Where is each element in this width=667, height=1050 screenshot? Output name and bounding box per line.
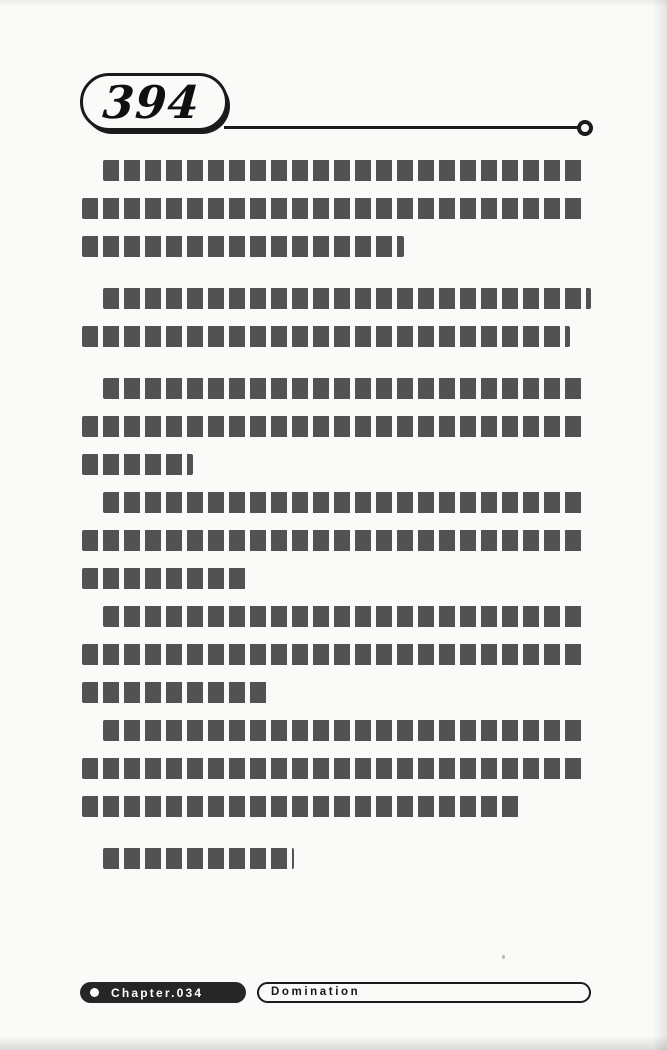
redacted-narration-paragraph: [82, 492, 585, 589]
redacted-text-line: [82, 568, 248, 589]
page-number-badge: [80, 73, 228, 131]
page-footer: [80, 982, 591, 1003]
redacted-text-line: [103, 720, 586, 741]
scan-edge-shadow-top: [0, 0, 667, 6]
redacted-text-line: [82, 796, 520, 817]
book-title-badge: [257, 982, 591, 1003]
page-number: 394: [101, 75, 202, 129]
redacted-text-line: [103, 848, 294, 869]
redacted-text-line: [82, 198, 585, 219]
redacted-narration-paragraph: [82, 378, 585, 475]
redacted-text-line: [82, 416, 585, 437]
ring-icon: [577, 120, 593, 136]
redacted-text-line: [103, 378, 586, 399]
redacted-text-line: [82, 758, 585, 779]
chapter-label: Chapter.034: [111, 985, 204, 1000]
bullet-dot-icon: [90, 988, 99, 997]
redacted-text-line: [82, 236, 404, 257]
redacted-sound-effects-paragraph: [82, 848, 585, 869]
scan-edge-shadow-right: [652, 0, 667, 1050]
redacted-text-line: [103, 288, 591, 309]
body-text: [82, 160, 585, 886]
redacted-text-line: [82, 682, 268, 703]
redacted-narration-paragraph: [82, 606, 585, 703]
scan-speck: [502, 955, 505, 959]
header-rule: [224, 126, 578, 129]
redacted-text-line: [103, 492, 586, 513]
book-title-label: Domination: [271, 985, 361, 998]
redacted-text-line: [103, 606, 586, 627]
redacted-text-line: [82, 644, 585, 665]
redacted-narration-paragraph: [82, 720, 585, 817]
chapter-badge: [80, 982, 246, 1003]
redacted-text-line: [82, 326, 570, 347]
redacted-text-line: [103, 160, 586, 181]
redacted-text-line: [82, 454, 193, 475]
redacted-dialogue-paragraph: [82, 288, 585, 347]
redacted-text-line: [82, 530, 585, 551]
scan-edge-shadow-bottom: [0, 1036, 667, 1050]
redacted-narration-paragraph: [82, 160, 585, 257]
